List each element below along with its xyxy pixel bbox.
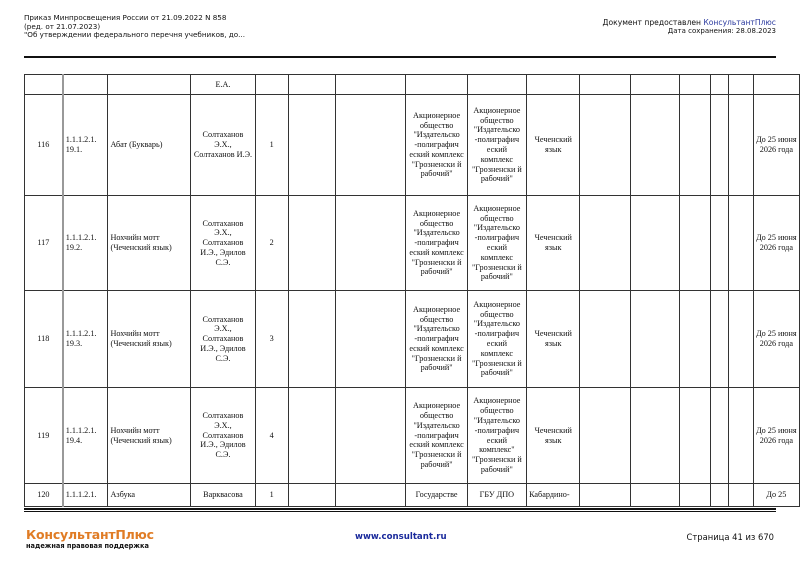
row-code: 1.1.1.2.1. 19.4.	[63, 388, 108, 484]
row-language: Чеченский язык	[527, 291, 580, 388]
row-grade: 1	[255, 95, 288, 196]
footer-brand-logo: КонсультантПлюс	[26, 527, 154, 542]
row-title: Азбука	[108, 484, 191, 507]
document-title-line-2: (ред. от 21.07.2023)	[24, 21, 101, 31]
authors-cell: Е.А.	[191, 75, 255, 95]
row-grade: 2	[255, 196, 288, 291]
row-code: 1.1.1.2.1. 19.1.	[63, 95, 108, 196]
row-language: Чеченский язык	[527, 196, 580, 291]
row-grade: 3	[255, 291, 288, 388]
row-grade: 4	[255, 388, 288, 484]
footer-website-link[interactable]: www.consultant.ru	[355, 532, 447, 542]
row-publisher-2: Акционерное общество "Издательско -полиграфич еский комплекс" "Грозненски й рабочий"	[467, 388, 526, 484]
save-date: Дата сохранения: 28.08.2023	[667, 27, 776, 36]
footer-divider	[24, 508, 776, 512]
row-grade: 1	[255, 484, 288, 507]
row-publisher: Акционерное общество "Издательско -полиграфич еский комплекс "Грозненски й рабочий"	[406, 196, 467, 291]
row-publisher-2: Акционерное общество "Издательско -полиграфич еский комплекс "Грозненски й рабочий"	[467, 291, 526, 388]
row-number: 120	[25, 484, 63, 507]
row-language: Чеченский язык	[527, 95, 580, 196]
row-code: 1.1.1.2.1.	[63, 484, 108, 507]
row-authors: Солтаханов Э.Х., Солтаханов И.Э., Эдилов С.Э.	[191, 388, 255, 484]
row-authors: Варквасова	[191, 484, 255, 507]
row-language: Кабардино-	[527, 484, 580, 507]
row-title: Нохчийн мотт (Чеченский язык)	[108, 196, 191, 291]
row-publisher: Акционерное общество "Издательско -полиграфич еский комплекс "Грозненски й рабочий"	[406, 95, 467, 196]
row-deadline: До 25	[753, 484, 799, 507]
document-header-right	[603, 18, 776, 37]
row-deadline: До 25 июня 2026 года	[753, 291, 799, 388]
row-number: 119	[25, 388, 63, 484]
row-publisher-2: ГБУ ДПО	[467, 484, 526, 507]
table-row	[25, 388, 800, 484]
row-deadline: До 25 июня 2026 года	[753, 95, 799, 196]
row-number: 118	[25, 291, 63, 388]
footer-tagline: надежная правовая поддержка	[26, 542, 149, 550]
row-authors: Солтаханов Э.Х., Солтаханов И.Э., Эдилов С.Э.	[191, 196, 255, 291]
row-number: 116	[25, 95, 63, 196]
row-language: Чеченский язык	[527, 388, 580, 484]
row-authors: Солтаханов Э.Х., Солтаханов И.Э.	[191, 95, 255, 196]
provided-by-label: Документ предоставлен	[602, 18, 704, 27]
row-title: Абат (Букварь)	[108, 95, 191, 196]
row-title: Нохчийн мотт (Чеченский язык)	[108, 291, 191, 388]
table-row	[25, 484, 800, 507]
row-deadline: До 25 июня 2026 года	[753, 388, 799, 484]
table-row-continuation	[25, 75, 800, 95]
row-code: 1.1.1.2.1. 19.3.	[63, 291, 108, 388]
document-title-line-1: Приказ Минпросвещения России от 21.09.2022 N 858	[24, 13, 227, 22]
textbook-table	[24, 74, 800, 507]
row-publisher: Акционерное общество "Издательско -полиграфич еский комплекс "Грозненски й рабочий"	[406, 388, 467, 484]
row-number: 117	[25, 196, 63, 291]
row-code: 1.1.1.2.1. 19.2.	[63, 196, 108, 291]
table-row	[25, 95, 800, 196]
row-publisher-2: Акционерное общество "Издательско -полиграфич еский комплекс "Грозненски й рабочий"	[467, 196, 526, 291]
row-publisher: Акционерное общество "Издательско -полиграфич еский комплекс "Грозненски й рабочий"	[406, 291, 467, 388]
table-row	[25, 291, 800, 388]
row-publisher: Государстве	[406, 484, 467, 507]
row-authors: Солтаханов Э.Х., Солтаханов И.Э., Эдилов С.Э.	[191, 291, 255, 388]
row-title: Нохчийн мотт (Чеченский язык)	[108, 388, 191, 484]
page-counter: Страница 41 из 670	[686, 532, 774, 542]
table-row	[25, 196, 800, 291]
row-deadline: До 25 июня 2026 года	[753, 196, 799, 291]
document-title-line-3: "Об утверждении федерального перечня учебников, до...	[24, 30, 245, 40]
document-header-left	[24, 14, 245, 40]
header-brand-link[interactable]: КонсультантПлюс	[703, 18, 776, 27]
row-publisher-2: Акционерное общество "Издательско -полиграфич еский комплекс "Грозненски й рабочий"	[467, 95, 526, 196]
header-divider	[24, 56, 776, 58]
